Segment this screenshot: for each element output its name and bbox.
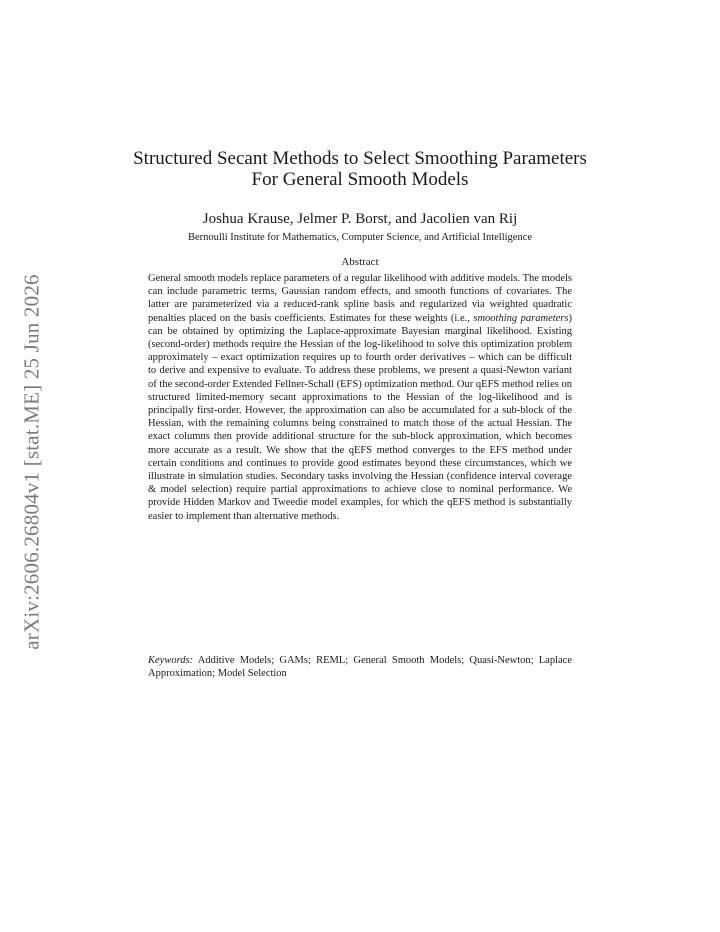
keywords-list: Additive Models; GAMs; REML; General Smooth Models; Quasi-Newton; Laplace Approximation; Model Selection xyxy=(148,655,572,680)
arxiv-identifier: arXiv:2606.26804v1 [stat.ME] 25 Jun 2026 xyxy=(19,274,44,650)
abstract-text-part-2: ) can be obtained by optimizing the Laplace-approximate Bayesian marginal likelihood. Existing (second-order) methods require the Hessian of the log-likelihood to solve this optimization problem approximately – exact optimization requires up to fourth order derivatives – which can be difficult to derive and expensive to evaluate. To address these problems, we present a quasi-Newton variant of the second-order Extended Fellner-Schall (EFS) optimization method. Our qEFS method relies on structured limited-memory secant approximations to the Hessian of the log-likelihood and is principally first-order. However, the approximation can also be accumulated for a sub-block of the Hessian, with the remaining columns being constrained to match those of the actual Hessian. The exact columns then provide additional structure for the sub-block approximation, which becomes more accurate as a result. We show that the qEFS method converges to the EFS method under certain conditions and continues to provide good estimates beyond these circumstances, which we illustrate in simulation studies. Secondary tasks involving the Hessian (confidence interval coverage & model selection) require partial approximations to achieve close to nominal performance. We provide Hidden Markov and Tweedie model examples, for which the qEFS method is substantially easier to implement than alternative methods. xyxy=(148,312,572,522)
title-line-2: For General Smooth Models xyxy=(251,169,469,190)
abstract-text-part-1: General smooth models replace parameters of a regular likelihood with additive models. The models can include parametric terms, Gaussian random effects, and smooth functions of covariates. The latter are parameterized via a reduced-rank spline basis and regularized via weighted quadratic penalties placed on the basis coefficients. Estimates for these weights (i.e., xyxy=(148,273,572,324)
abstract-text xyxy=(148,272,572,523)
keywords xyxy=(148,654,572,680)
affiliation: Bernoulli Institute for Mathematics, Computer Science, and Artificial Intelligence xyxy=(187,232,533,243)
abstract-heading: Abstract xyxy=(341,256,379,268)
keywords-label: Keywords: xyxy=(148,655,194,666)
author-list: Joshua Krause, Jelmer P. Borst, and Jacolien van Rij xyxy=(202,211,518,227)
abstract-text-italic: smoothing parameters xyxy=(473,312,569,324)
paper-title xyxy=(60,148,660,190)
title-line-1: Structured Secant Methods to Select Smoothing Parameters xyxy=(133,148,587,169)
